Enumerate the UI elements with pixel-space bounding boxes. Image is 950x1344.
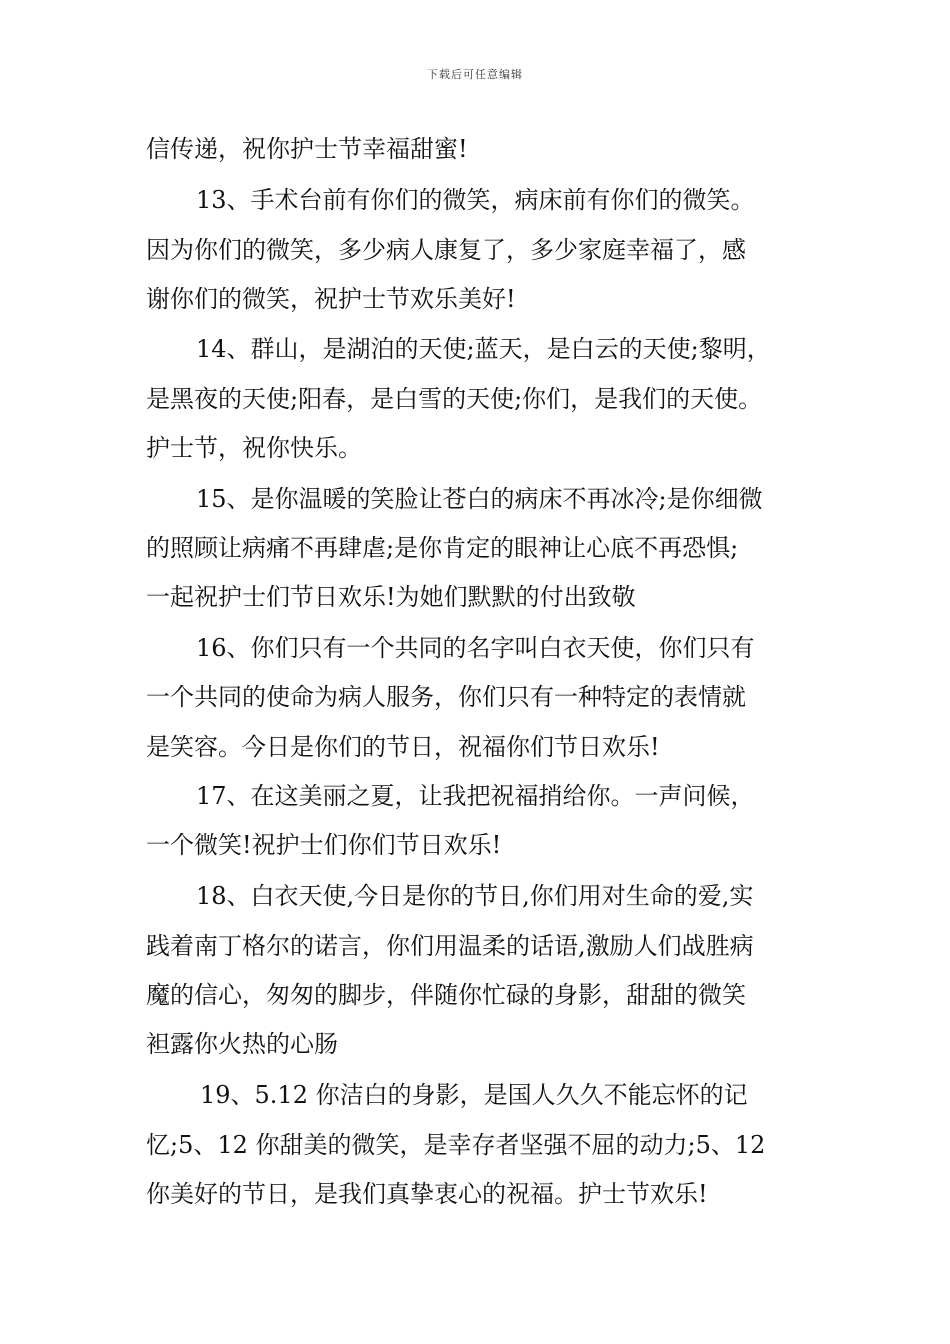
text-line: 因为你们的微笑，多少病人康复了，多少家庭幸福了，感 (146, 236, 746, 264)
header-note: 下载后可任意编辑 (427, 68, 523, 81)
text-line: 一个微笑!祝护士们你们节日欢乐! (146, 831, 502, 859)
text-line: 是黑夜的天使;阳春，是白雪的天使;你们，是我们的天使。 (146, 385, 763, 413)
text-line: 15、是你温暖的笑脸让苍白的病床不再冰冷;是你细微 (196, 485, 763, 513)
text-line: 18、白衣天使,今日是你的节日,你们用对生命的爱,实 (196, 882, 754, 910)
text-line: 16、你们只有一个共同的名字叫白衣天使，你们只有 (196, 634, 755, 662)
text-line: 一起祝护士们节日欢乐!为她们默默的付出致敬 (146, 583, 636, 611)
text-line: 的照顾让病痛不再肆虐;是你肯定的眼神让心底不再恐惧; (146, 534, 739, 562)
text-line: 护士节，祝你快乐。 (146, 434, 362, 462)
text-line: 17、在这美丽之夏，让我把祝福捎给你。一声问候， (196, 782, 755, 810)
text-line: 19、5.12 你洁白的身影，是国人久久不能忘怀的记 (200, 1081, 748, 1109)
text-line: 魔的信心，匆匆的脚步，伴随你忙碌的身影，甜甜的微笑 (146, 981, 746, 1009)
text-line: 践着南丁格尔的诺言，你们用温柔的话语,激励人们战胜病 (146, 932, 754, 960)
text-line: 信传递，祝你护士节幸福甜蜜! (146, 135, 468, 163)
text-line: 谢你们的微笑，祝护士节欢乐美好! (146, 285, 516, 313)
text-line: 忆;5、12 你甜美的微笑，是幸存者坚强不屈的动力;5、12 (146, 1131, 766, 1159)
text-line: 是笑容。今日是你们的节日，祝福你们节日欢乐! (146, 733, 660, 761)
text-line: 一个共同的使命为病人服务，你们只有一种特定的表情就 (146, 683, 746, 711)
text-line: 袒露你火热的心肠 (146, 1030, 338, 1058)
text-line: 13、手术台前有你们的微笑，病床前有你们的微笑。 (196, 186, 755, 214)
text-line: 你美好的节日，是我们真挚衷心的祝福。护士节欢乐! (146, 1180, 708, 1208)
text-line: 14、群山，是湖泊的天使;蓝天，是白云的天使;黎明， (196, 335, 771, 363)
